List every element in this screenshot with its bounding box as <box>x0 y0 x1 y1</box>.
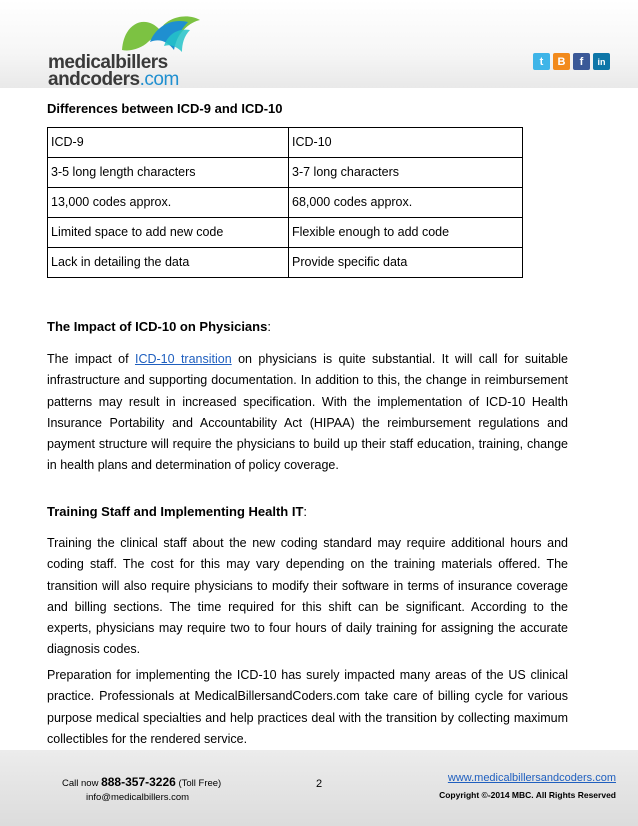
impact-para-prefix: The impact of <box>47 352 135 366</box>
logo-text-line2 <box>48 70 179 89</box>
table-row <box>48 218 523 248</box>
page-footer <box>0 750 638 826</box>
comparison-table <box>47 127 523 278</box>
linkedin-icon[interactable]: in <box>593 53 610 70</box>
training-paragraph: Training the clinical staff about the new coding standard may require additional hours and coding staff. The cost for this may vary depending on the training materials offered. The transition will also require physicians to modify their software in terms of insurance coverage and billing sections. The time required for this shift can be significant. According to the experts, physicians may require two to four hours of daily training for assigning the accurate diagnosis codes. <box>47 536 568 657</box>
twitter-icon[interactable]: t <box>533 53 550 70</box>
impact-paragraph <box>47 349 568 477</box>
table-cell: 68,000 codes approx. <box>289 188 523 218</box>
table-cell: Flexible enough to add code <box>289 218 523 248</box>
company-logo[interactable] <box>44 12 204 90</box>
social-links <box>533 53 610 70</box>
impact-title-text: The Impact of ICD-10 on Physicians <box>47 319 268 334</box>
footer-email[interactable]: info@medicalbillers.com <box>86 792 190 803</box>
section-title-differences: Differences between ICD-9 and ICD-10 <box>47 101 283 116</box>
training-title-suffix: : <box>303 504 308 519</box>
call-now-label: Call now <box>62 778 102 789</box>
logo-text-suffix: .com <box>139 69 179 90</box>
footer-copyright: Copyright ©-2014 MBC. All Rights Reserved <box>439 790 616 800</box>
table-cell: Lack in detailing the data <box>48 248 289 278</box>
icd10-transition-link[interactable]: ICD-10 transition <box>134 352 232 366</box>
page-number: 2 <box>316 778 323 790</box>
table-cell: Limited space to add new code <box>48 218 289 248</box>
impact-title-suffix: : <box>267 319 271 334</box>
table-cell: Provide specific data <box>289 248 523 278</box>
table-cell: ICD-9 <box>48 128 289 158</box>
logo-text-main: andcoders <box>48 69 140 90</box>
impact-para-rest: on physicians is quite substantial. It will call for suitable infrastructure and supporting documentation. In addition to this, the change in reimbursement patterns may result in increased specification. With the implementation of ICD-10 Health Insurance Portability and Accountability Act (HIPAA) the reimbursement regulations and payment structure will require the physicians to build up their staff education, training, change in health plans and determination of policy coverage. <box>47 352 568 473</box>
facebook-icon[interactable]: f <box>573 53 590 70</box>
table-row <box>48 128 523 158</box>
table-cell: 3-7 long characters <box>289 158 523 188</box>
page-header <box>0 0 638 88</box>
blogger-icon[interactable]: B <box>553 53 570 70</box>
logo-graphic <box>116 12 206 54</box>
preparation-paragraph: Preparation for implementing the ICD-10 has surely impacted many areas of the US clinical practice. Professionals at MedicalBillersandCoders.com take care of billing cycle for various purpose medical specialties and help practices deal with the transition by collecting maximum collectibles for the rendered service. <box>47 668 568 746</box>
phone-number[interactable]: 888-357-3226 <box>101 775 176 789</box>
table-cell: ICD-10 <box>289 128 523 158</box>
toll-free-label: (Toll Free) <box>175 778 222 789</box>
footer-right <box>439 770 616 804</box>
logo-text-line1: medicalbillers <box>48 52 168 73</box>
section-title-impact <box>47 318 271 336</box>
table-cell: 13,000 codes approx. <box>48 188 289 218</box>
table-cell: 3-5 long length characters <box>48 158 289 188</box>
footer-website-link[interactable]: www.medicalbillersandcoders.com <box>447 772 616 784</box>
table-row <box>48 248 523 278</box>
training-title-text: Training Staff and Implementing Health IT <box>47 504 304 519</box>
footer-contact <box>62 774 222 803</box>
section-title-training <box>47 503 307 521</box>
table-row <box>48 158 523 188</box>
table-row <box>48 188 523 218</box>
